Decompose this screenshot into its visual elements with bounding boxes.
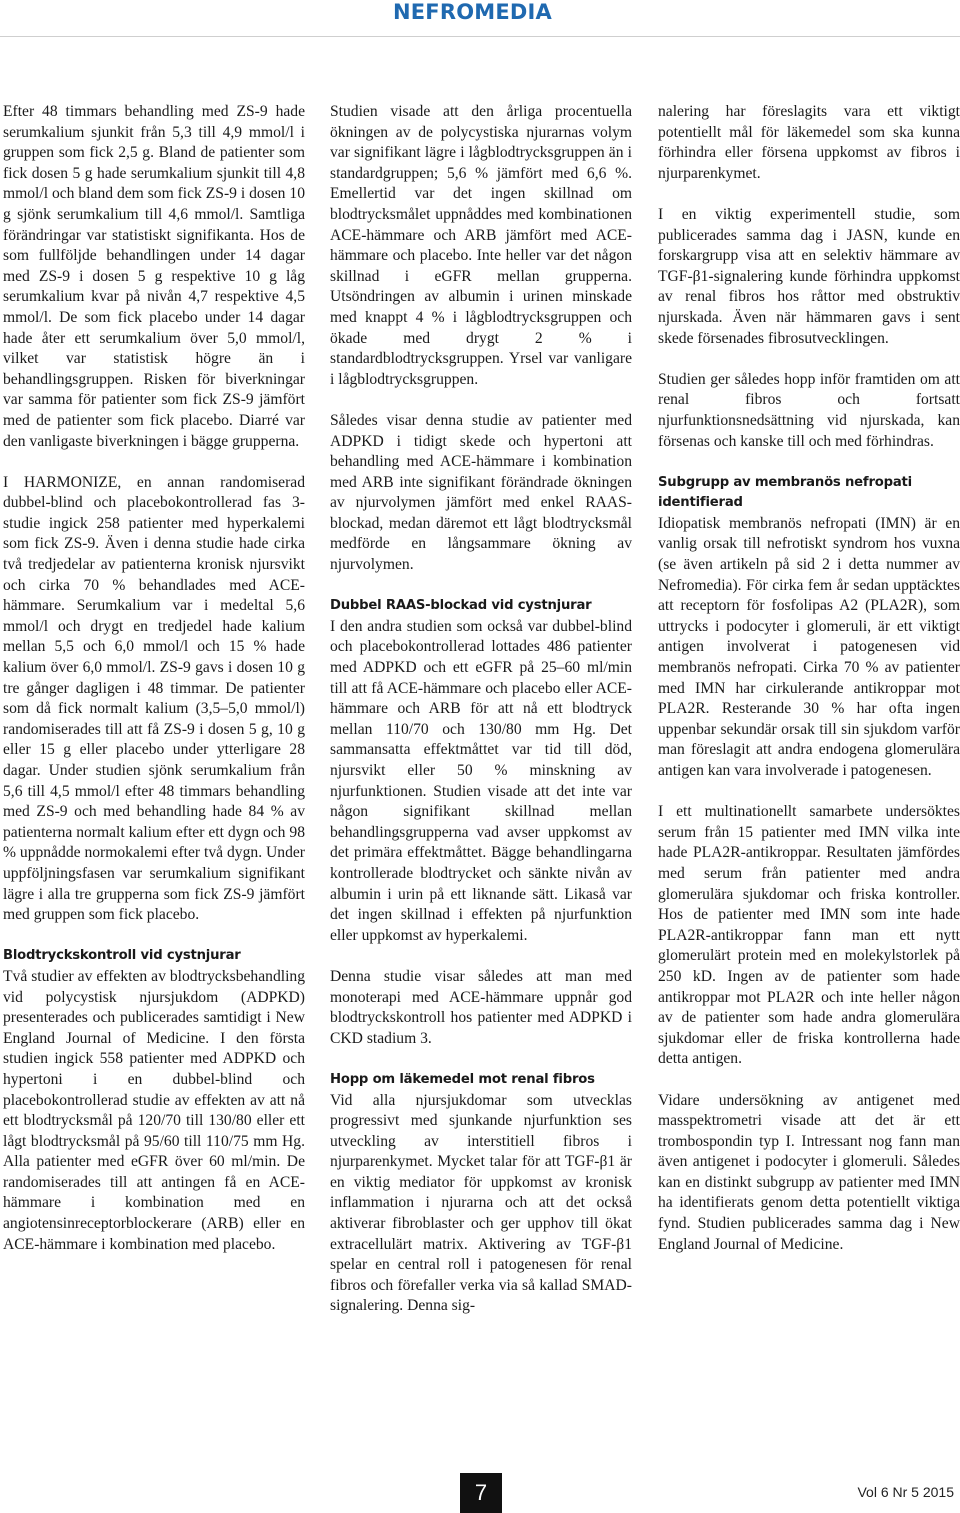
- paragraph: Efter 48 timmars behandling med ZS-9 hade serumkalium sjunkit från 5,3 till 4,9 mmol/l i gruppen som fick 2,5 g. Bland de patienter som fick dosen 5 g hade serumkalium sjunkit till 4,8 mmol/l och bland dem som fick ZS-9 i dosen 10 g sjönk serumkalium till 4,6 mmol/l. Samtliga förändringar var statistiskt signifikanta. Hos de som fullföljde behandlingen under 14 dagar med ZS-9 i dosen 5 g respektive 10 g låg serumkalium kvar på nivån 4,7 respektive 4,5 mmol/l. De som fick placebo under 14 dagar hade åter ett serumkalium över 5,0 mmol/l, vilket var statistisk högre än i behandlingsgruppen. Risken för biverkningar var samma för patienter som fick ZS-9 jämfört med de patienter som fick placebo. Diarré var den vanligaste biverkningen i bägge grupperna.: [3, 103, 305, 450]
- page-number: 7: [460, 1473, 502, 1513]
- paragraph: Studien visade att den årliga procentuella ökningen av de polycystiska njurarnas volym var signifikant lägre i lågblodtrycksgruppen än i standardgruppen; 5,6 % jämfört med 6,6 %. Emellertid var det ingen skillnad om blodtrycksmålet uppnåddes med kombinationen ACE-hämmare och ARB jämfört med ACE-hämmare och placebo. Inte heller var det någon skillnad i eGFR mellan grupperna. Utsöndringen av albumin i urinen minskade med knappt 4 % i lågblodtrycksgruppen och ökade med drygt 2 % i standardblodtrycksgruppen. Yrsel var vanligare i lågblodtrycksgruppen.: [330, 103, 632, 388]
- paragraph: Studien ger således hopp inför framtiden om att renal fibros och fortsatt njurfunktionsnedsättning vid njurskada, kan försenas och kanske till och med förhindras.: [658, 370, 960, 450]
- section-heading: Subgrupp av membranös nefropati identifierad: [658, 474, 912, 511]
- paragraph: I den andra studien som också var dubbel-blind och placebokontrollerad lottades 486 patienter med ADPKD och ett eGFR på 25–60 ml/min till att få ACE-hämmare och placebo eller ACE-hämmare och ARB för att nå ett blodtryck mellan 110/70 och 130/80 mm Hg. Det sammansatta effektmåttet var tid till död, njursvikt eller 50 % minskning av njurfunktionen. Studien visade att det inte var någon signifikant skillnad mellan behandlingsgrupperna vad avser uppkomst av det primära effektmåttet. Bägge behandlingarna kontrollerade blodtrycket och sänkte nivån av albumin i urin på ett liknande sätt. Likaså var det ingen skillnad i effekten på njurfunktion eller uppkomst av hyperkalemi.: [330, 617, 632, 944]
- text-column-2: [330, 102, 632, 1317]
- paragraph: Idiopatisk membranös nefropati (IMN) är en vanlig orsak till nefrotiskt syndrom hos vuxna (se även artikeln på sid 2 i detta nummer av Nefromedia). För cirka fem år sedan upptäcktes att receptorn för fosfolipas A2 (PLA2R), som uttrycks i podocyter i glomeruli, är ett viktigt antigen involverat i patogenesen vid membranös nefropati. Cirka 70 % av patienter med IMN har cirkulerande antikroppar mot PLA2R. Resterande 30 % har ofta ingen uppenbar sekundär orsak till sin sjukdom varför man föreslagit att andra endogena glomerulära antigen kan vara involverade i patogenesen.: [658, 514, 960, 779]
- paragraph: Denna studie visar således att man med monoterapi med ACE-hämmare uppnår god blodtryckskontroll hos patienter med ADPKD i CKD stadium 3.: [330, 967, 632, 1047]
- brand-logo: NEFROMEDIA: [392, 0, 552, 24]
- paragraph: Två studier av effekten av blodtrycksbehandling vid polycystisk njursjukdom (ADPKD) presenterades och publicerades samtidigt i New England Journal of Medicine. I den första studien ingick 558 patienter med ADPKD och hypertoni i en dubbel-blind och placebokontrollerad studie av effekten av att nå ett blodtrycksmål på 120/70 till 130/80 eller ett lågt blodtrycksmål på 95/60 till 110/75 mm Hg. Alla patienter med eGFR över 60 ml/min. De randomiserades till att antingen få en ACE-hämmare i kombination med en angiotensinreceptorblockerare (ARB) eller en ACE-hämmare i kombination med placebo.: [3, 967, 305, 1253]
- paragraph: I ett multinationellt samarbete undersöktes serum från 15 patienter med IMN vilka inte hade PLA2R-antikroppar. Resultaten jämfördes med serum från patienter med andra glomerulära sjukdomar och friska kontroller. Hos de patienter med IMN som inte hade PLA2R-antikroppar fann man ett nytt glomerulärt protein med en molekylstorlek på 250 kD. Ingen av de patienter som hade antikroppar mot PLA2R och inte heller någon av de patienter som hade andra glomerulära sjukdomar eller de friska kontrollerna hade detta antigen.: [658, 803, 960, 1068]
- section-heading: Dubbel RAAS-blockad vid cystnjurar: [330, 598, 592, 614]
- paragraph: Vidare undersökning av antigenet med masspektrometri visade att det är ett trombospondin typ I. Intressant nog fann man även antigenet i podocyter i glomeruli. Således kan en distinkt subgrupp av patienter med IMN ha identifierats genom detta potentiellt viktiga fynd. Studien publicerades samma dag i New England Journal of Medicine.: [658, 1091, 960, 1253]
- header-divider: [0, 36, 960, 37]
- paragraph: I HARMONIZE, en annan randomiserad dubbel-blind och placebokontrollerad fas 3-studie ingick 258 patienter med hyperkalemi som fick ZS-9. Även i denna studie hade cirka två tredjedelar av patienterna kronisk njursvikt och cirka 70 % behandlades med ACE-hämmare. Serumkalium var i medeltal 5,6 mmol/l och drygt en tredjedel hade kalium mellan 5,5 och 6,0 mmol/l och 15 % hade kalium över 6,0 mmol/l. ZS-9 gavs i dosen 10 g tre gånger dagligen i 48 timmar. De patienter som då fick normalt kalium (3,5–5,0 mmol/l) randomiserades till att få ZS-9 i dosen 5 g, 10 g eller 15 g eller placebo under ytterligare 28 dagar. Under studien sjönk serumkalium från 5,6 till 4,5 mmol/l efter 48 timmars behandling med ZS-9 och med behandling hade 84 % av patienterna normalt kalium efter ett dygn och 98 % uppnådde normokalemi efter två dygn. Under uppföljningsfasen var serumkalium signifikant lägre i alla tre grupperna som fick ZS-9 jämfört med gruppen som fick placebo.: [3, 473, 305, 924]
- issue-label: Vol 6 Nr 5 2015: [857, 1484, 954, 1500]
- section-heading: Hopp om läkemedel mot renal fibros: [330, 1071, 595, 1087]
- text-column-3: [658, 102, 960, 1255]
- paragraph: I en viktig experimentell studie, som publicerades samma dag i JASN, kunde en forskargrupp visa att en selektiv hämmare av TGF-β1-signalering kunde förhindra uppkomst av renal fibros hos råttor med obstruktiv njurskada. Även när hämmaren gavs i sent skede försenades fibrosutvecklingen.: [658, 205, 960, 347]
- text-column-1: [3, 102, 305, 1255]
- paragraph: Således visar denna studie av patienter med ADPKD i tidigt skede och hypertoni att behandling med ACE-hämmare i kombination med ARB inte signifikant förändrade ökningen av njurvolymen jämfört med enkel RAAS-blockad, medan däremot ett lågt blodtrycksmål medförde en långsammare ökning av njurvolymen.: [330, 411, 632, 574]
- paragraph: Vid alla njursjukdomar som utvecklas progressivt med sjunkande njurfunktion ses utveckling av interstitiell fibros i njurparenkymet. Mycket talar för att TGF-β1 är en viktig mediator för uppkomst av kronisk inflammation i njurarna och att det också aktiverar fibroblaster och ger upphov till ökat extracellulärt matrix. Aktivering av TGF-β1 spelar en central roll i patogenesen för renal fibros och förefaller verka via så kallad SMAD-signalering. Denna sig-: [330, 1091, 632, 1315]
- paragraph: nalering har föreslagits vara ett viktigt potentiellt mål för läkemedel som ska kunna förhindra eller försena uppkomst av fibros i njurparenkymet.: [658, 103, 960, 182]
- section-heading: Blodtryckskontroll vid cystnjurar: [3, 948, 241, 964]
